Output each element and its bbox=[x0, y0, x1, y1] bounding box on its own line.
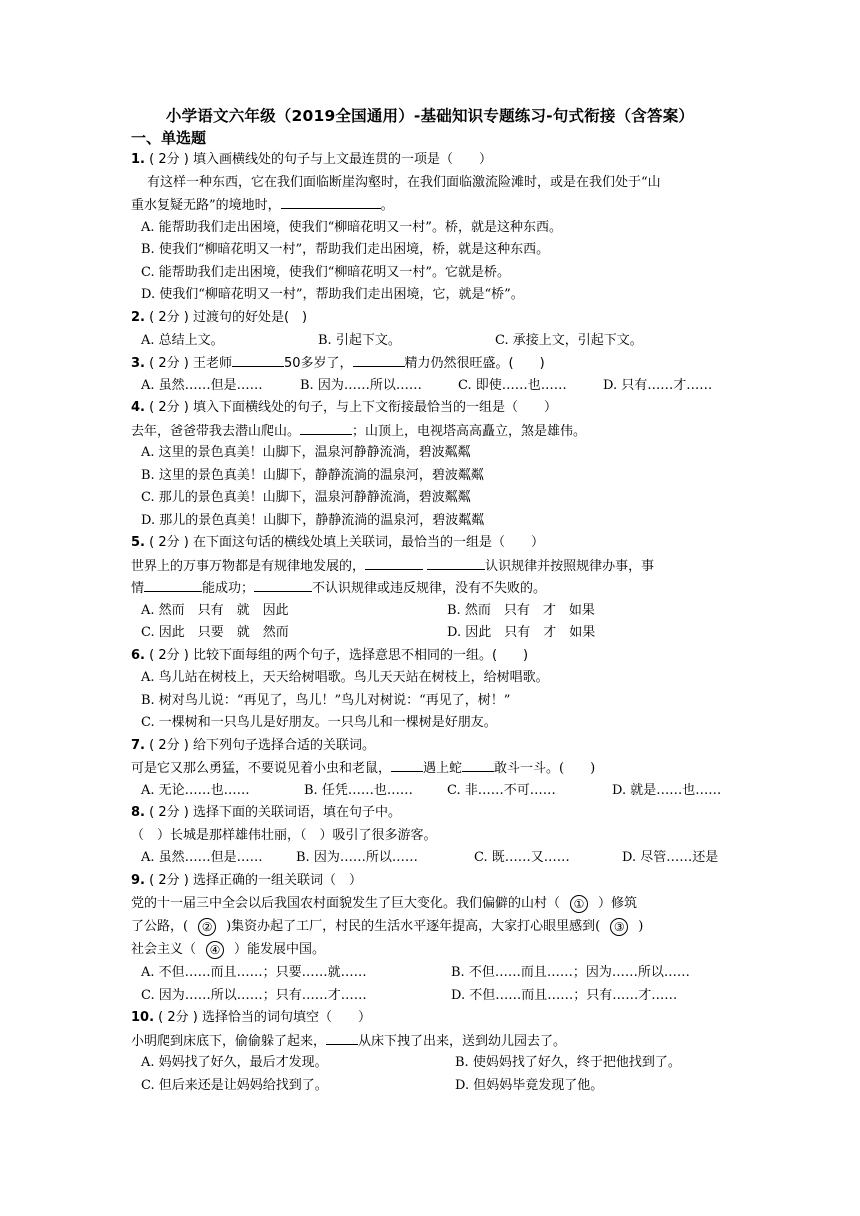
question-1-option-b[interactable]: B. 使我们“柳暗花明又一村”，帮助我们走出困境，桥，就是这种东西。 bbox=[141, 242, 550, 257]
answer-blank bbox=[462, 758, 494, 772]
question-10-option-b[interactable]: B. 使妈妈找了好久，终于把他找到了。 bbox=[455, 1055, 681, 1070]
question-7-option-d[interactable]: D. 就是……也…… bbox=[612, 783, 722, 798]
question-6-option-a[interactable]: A. 鸟儿站在树枝上，天天给树唱歌。鸟儿天天站在树枝上，给树唱歌。 bbox=[141, 670, 549, 685]
question-number: 5. bbox=[131, 535, 145, 550]
blank-marker-2: ② bbox=[198, 918, 216, 936]
question-6-option-b[interactable]: B. 树对鸟儿说：“再见了，鸟儿！”鸟儿对树说：“再见了，树！” bbox=[141, 693, 511, 708]
passage-text: 可是它又那么勇猛，不要说见着小虫和老鼠， bbox=[131, 761, 392, 776]
answer-blank bbox=[144, 578, 202, 592]
question-score: ( 2分 ) bbox=[149, 738, 189, 753]
passage-text: 党的十一届三中全会以后我国农村面貌发生了巨大变化。我们偏僻的山村（ bbox=[131, 896, 561, 911]
question-10-option-c[interactable]: C. 但后来还是让妈妈给找到了。 bbox=[141, 1078, 328, 1093]
question-text: 选择下面的关联词语，填在句子中。 bbox=[192, 805, 401, 820]
question-9-option-d[interactable]: D. 不但……而且……；只有……才…… bbox=[451, 988, 678, 1003]
document-title: 小学语文六年级（2019全国通用）-基础知识专题练习-句式衔接（含答案） bbox=[165, 107, 695, 125]
question-score: ( 2分 ) bbox=[149, 873, 189, 888]
question-1-stem bbox=[131, 150, 731, 170]
passage-text: ）能发展中国。 bbox=[234, 942, 326, 957]
question-5-option-b[interactable]: B. 然而 只有 才 如果 bbox=[447, 603, 595, 618]
blank-marker-4: ④ bbox=[206, 941, 224, 959]
question-3-stem bbox=[131, 353, 731, 374]
question-text: 选择正确的一组关联词（ ） bbox=[192, 873, 362, 888]
question-text: 比较下面每组的两个句子，选择意思不相同的一组。( ) bbox=[192, 648, 529, 663]
passage-text: 小明爬到床底下，偷偷躲了起来， bbox=[131, 1034, 327, 1049]
question-5-option-d[interactable]: D. 因此 只有 才 如果 bbox=[447, 625, 596, 640]
answer-blank bbox=[427, 556, 485, 570]
question-score: ( 2分 ) bbox=[149, 152, 189, 167]
question-8-stem bbox=[131, 803, 731, 823]
passage-text: 认识规律并按照规律办事，事 bbox=[485, 559, 655, 574]
passage-text: 遇上蛇 bbox=[423, 761, 463, 776]
question-score: ( 2分 ) bbox=[149, 805, 189, 820]
passage-text: 情 bbox=[131, 581, 145, 596]
question-2-option-a[interactable]: A. 总结上文。 bbox=[141, 333, 224, 348]
question-text: 在下面这句话的横线处填上关联词，最恰当的一组是（ ） bbox=[192, 535, 544, 550]
answer-blank bbox=[281, 195, 381, 209]
question-9-stem bbox=[131, 871, 731, 891]
answer-blank bbox=[232, 353, 284, 367]
question-text: 精力仍然很旺盛。( ) bbox=[404, 356, 545, 371]
question-number: 3. bbox=[131, 356, 145, 371]
question-8-option-c[interactable]: C. 既……又…… bbox=[474, 850, 570, 865]
question-5-option-c[interactable]: C. 因此 只要 就 然而 bbox=[141, 625, 289, 640]
question-score: ( 2分 ) bbox=[158, 1010, 198, 1025]
question-9-passage-line-3 bbox=[131, 940, 731, 960]
passage-text: ）修筑 bbox=[598, 896, 638, 911]
question-text: 给下列句子选择合适的关联词。 bbox=[192, 738, 375, 753]
question-8-passage: （ ）长城是那样雄伟壮丽，（ ）吸引了很多游客。 bbox=[131, 828, 437, 843]
question-1-passage-line-2 bbox=[131, 195, 731, 216]
question-4-option-d[interactable]: D. 那儿的景色真美！山脚下，静静流淌的温泉河，碧波粼粼 bbox=[141, 513, 485, 528]
question-text: 选择恰当的词句填空（ ） bbox=[202, 1010, 372, 1025]
question-9-passage-line-1 bbox=[131, 894, 731, 914]
passage-text: ) bbox=[638, 919, 644, 934]
question-number: 10. bbox=[131, 1010, 155, 1025]
passage-text: 从床下拽了出来，送到幼儿园去了。 bbox=[358, 1034, 567, 1049]
question-text: 填入下面横线处的句子，与上下文衔接最恰当的一组是（ ） bbox=[192, 400, 557, 415]
question-9-option-b[interactable]: B. 不但……而且……；因为……所以…… bbox=[451, 965, 690, 980]
section-title: 一、单选题 bbox=[131, 129, 207, 147]
question-number: 2. bbox=[131, 310, 145, 325]
question-1-passage-line-1: 有这样一种东西，它在我们面临断崖沟壑时，在我们面临激流险滩时，或是在我们处于“山 bbox=[147, 175, 661, 190]
question-4-option-b[interactable]: B. 这里的景色真美！山脚下，静静流淌的温泉河，碧波粼粼 bbox=[141, 468, 484, 483]
question-2-option-b[interactable]: B. 引起下文。 bbox=[318, 333, 401, 348]
question-10-stem bbox=[131, 1008, 731, 1028]
blank-marker-3: ③ bbox=[610, 918, 628, 936]
question-3-option-c[interactable]: C. 即使……也…… bbox=[458, 378, 567, 393]
question-3-option-a[interactable]: A. 虽然……但是…… bbox=[141, 378, 263, 393]
question-number: 9. bbox=[131, 873, 145, 888]
question-4-passage bbox=[131, 421, 731, 442]
question-9-option-c[interactable]: C. 因为……所以……；只有……才…… bbox=[141, 988, 367, 1003]
question-9-passage-line-2 bbox=[131, 917, 731, 937]
passage-text: 了公路，( bbox=[131, 919, 189, 934]
question-4-option-a[interactable]: A. 这里的景色真美！山脚下，温泉河静静流淌，碧波粼粼 bbox=[141, 445, 471, 460]
question-score: ( 2分 ) bbox=[149, 535, 189, 550]
question-1-option-a[interactable]: A. 能帮助我们走出困境，使我们“柳暗花明又一村”。桥，就是这种东西。 bbox=[141, 220, 562, 235]
question-7-passage bbox=[131, 758, 731, 779]
question-3-option-d[interactable]: D. 只有……才…… bbox=[603, 378, 713, 393]
question-2-option-c[interactable]: C. 承接上文，引起下文。 bbox=[495, 333, 643, 348]
question-number: 6. bbox=[131, 648, 145, 663]
question-text: 50多岁了， bbox=[283, 356, 353, 371]
question-number: 4. bbox=[131, 400, 145, 415]
question-10-option-a[interactable]: A. 妈妈找了好久，最后才发现。 bbox=[141, 1055, 328, 1070]
question-10-option-d[interactable]: D. 但妈妈毕竟发现了他。 bbox=[455, 1078, 604, 1093]
question-score: ( 2分 ) bbox=[149, 648, 189, 663]
question-2-stem bbox=[131, 308, 731, 328]
passage-text: 敢斗一斗。( ) bbox=[494, 761, 596, 776]
question-7-option-c[interactable]: C. 非……不可…… bbox=[447, 783, 556, 798]
question-6-stem bbox=[131, 646, 731, 666]
passage-text: 社会主义（ bbox=[131, 942, 197, 957]
answer-blank bbox=[254, 578, 312, 592]
question-8-option-d[interactable]: D. 尽管……还是 bbox=[622, 850, 719, 865]
passage-text: 世界上的万事万物都是有规律地发展的， bbox=[131, 559, 366, 574]
question-number: 1. bbox=[131, 152, 145, 167]
question-text: 过渡句的好处是( ) bbox=[192, 310, 308, 325]
passage-text: 。 bbox=[380, 198, 394, 213]
question-text: 王老师 bbox=[192, 356, 232, 371]
passage-text: )集资办起了工厂，村民的生活水平逐年提高，大家打心眼里感到( bbox=[226, 919, 601, 934]
question-score: ( 2分 ) bbox=[149, 310, 189, 325]
question-7-stem bbox=[131, 736, 731, 756]
question-8-option-b[interactable]: B. 因为……所以…… bbox=[296, 850, 418, 865]
question-10-passage bbox=[131, 1031, 731, 1052]
question-7-option-b[interactable]: B. 任凭……也…… bbox=[304, 783, 413, 798]
question-6-option-c[interactable]: C. 一棵树和一只鸟儿是好朋友。一只鸟儿和一棵树是好朋友。 bbox=[141, 715, 497, 730]
answer-blank bbox=[391, 758, 423, 772]
question-3-option-b[interactable]: B. 因为……所以…… bbox=[300, 378, 422, 393]
question-score: ( 2分 ) bbox=[149, 400, 189, 415]
question-8-option-a[interactable]: A. 虽然……但是…… bbox=[141, 850, 263, 865]
question-7-option-a[interactable]: A. 无论……也…… bbox=[141, 783, 250, 798]
question-5-stem bbox=[131, 533, 731, 553]
question-1-option-c[interactable]: C. 能帮助我们走出困境，使我们“柳暗花明又一村”。它就是桥。 bbox=[141, 265, 511, 280]
question-5-passage-line-2 bbox=[131, 578, 731, 599]
blank-marker-1: ① bbox=[570, 895, 588, 913]
question-5-passage-line-1 bbox=[131, 556, 731, 577]
question-4-option-c[interactable]: C. 那儿的景色真美！山脚下，温泉河静静流淌，碧波粼粼 bbox=[141, 490, 471, 505]
passage-text: 能成功； bbox=[202, 581, 255, 596]
question-4-stem bbox=[131, 398, 731, 418]
question-5-option-a[interactable]: A. 然而 只有 就 因此 bbox=[141, 603, 289, 618]
question-score: ( 2分 ) bbox=[149, 356, 189, 371]
passage-text: 重水复疑无路”的境地时， bbox=[131, 198, 281, 213]
answer-blank bbox=[353, 353, 405, 367]
question-9-option-a[interactable]: A. 不但……而且……；只要……就…… bbox=[141, 965, 367, 980]
passage-text: 不认识规律或违反规律，没有不失败的。 bbox=[312, 581, 547, 596]
question-number: 8. bbox=[131, 805, 145, 820]
answer-blank bbox=[326, 1031, 358, 1045]
question-number: 7. bbox=[131, 738, 145, 753]
passage-text: ；山顶上，电视塔高高矗立，煞是雄伟。 bbox=[352, 424, 587, 439]
answer-blank bbox=[300, 421, 352, 435]
answer-blank bbox=[365, 556, 423, 570]
passage-text: 去年，爸爸带我去潜山爬山。 bbox=[131, 424, 301, 439]
question-1-option-d[interactable]: D. 使我们“柳暗花明又一村”，帮助我们走出困境，它，就是“桥”。 bbox=[141, 287, 524, 302]
question-text: 填入画横线处的句子与上文最连贯的一项是（ ） bbox=[192, 152, 492, 167]
